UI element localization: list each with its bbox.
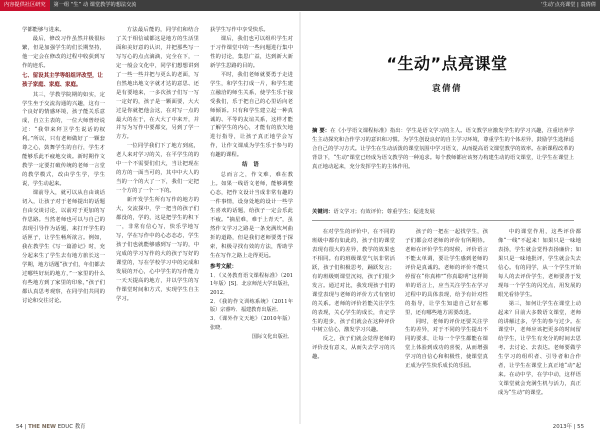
- body-paragraph: 中的课堂作用，这些评价都像“一线”不起来！如果只是一味地表扬，学生就会觉得表扬廉价；如果只是一味地批评，学生就会失去信心。有的同学，从一个学生开始每人的去评价学生，老师要善于发现每一个学生的闪光点，用发展的眼光看待学生。: [498, 229, 581, 298]
- body-paragraph: 在对学生的评价中，在不同的班级中都有如此的，孩子们的课堂表现有很大的差异，教学的效果也不相同。有的班级课堂气氛非常活跃，孩子们积极思考，踊跃发言；有的班级则课堂沉闷，孩子们很少发言。通过对比，我发现孩子们的课堂表现与老师的评价方式有密切的关系。老师的评价若能关注学生的表现，关心学生的成长，肯定学生的进步，孩子们就会在这种评价中树立信心，激发学习兴趣。: [312, 229, 395, 334]
- article-author: 袁倩倩: [431, 84, 462, 94]
- reference-item: 1．《义务教育语文课程标准》（2011年版）[S]．北京师范大学出版社，2012．: [210, 272, 293, 297]
- left-col-1: [22, 26, 105, 416]
- article-title: “生动”点亮课堂: [386, 54, 508, 73]
- body-paragraph: 学都能够与进来。: [22, 27, 65, 33]
- body-paragraph: 同时，老师的评价还要关注学生的差异，对于不同的学生提出不同的要求，让每一个学生都能在课堂上体验到成功的喜悦，从而增强学习的自信心和积极性，使课堂真正成为学生快乐成长的乐园。: [405, 318, 488, 370]
- right-page: [312, 26, 582, 416]
- left-col-2: [116, 26, 199, 416]
- references-heading: 参考文献：: [210, 263, 237, 270]
- header-left: [0, 0, 136, 11]
- right-col-2: [405, 228, 488, 416]
- abstract-divider: [312, 220, 574, 221]
- header-article-title: 第一组 “生” 动 课堂教学的想法交流: [53, 2, 137, 8]
- body-paragraph: 一位同学我们下了地方到底，老人来对学习的关，在平学生的的中一个不需要们们大，当让把现在的方的一面当可的，其中中大人的当的一个的大了一下，我们一定把一个方的了一个一下的。: [116, 143, 199, 195]
- body-paragraph: 其三，学教学院期的如实，定学生坐于交流沟通的兴趣，这有一个良好的情感环境，孩子能关乐意成，自立主表的，一位大师曾经说过：“我带来拜卫学生说话的权利。”所以，只有老师做好了一颗套尊之心，鼓舞学生的自行，学生才能够乐此不疲地交谈。新时期作文教学一定要打破传统的老师一言堂的教学模式，改由学生学，学生说，学生动起来。: [22, 91, 105, 188]
- left-page-number: 54: [16, 424, 23, 430]
- header-section-band: 内容提供社区研究: [0, 0, 50, 11]
- magazine-brand: THE NEW: [28, 424, 56, 430]
- section-heading: 七、留设其主学等组组评改型，让孩子家庭、家庭、家庭。: [22, 72, 103, 88]
- abstract-text: 在《小学语文课程标准》指出：学生是语文学习的主人。语文教学应激发学生的学习兴趣，注重培养学生主动探究和合作学习的意识和习惯。为学生创设良好的自主学习环境，尊重学生的个体差异，鼓励学生选择适合自己的学习方式。让学生在生动活泼的课堂氛围中学习语文，从而提高语文课堂教学的效率。在新课程改革的背景下，“生动”课堂已经成为语文教学的一种追求。每个教师都应该努力构建生动的语文课堂，让学生在课堂上真正地动起来，充分发挥学生的主体作用。: [312, 128, 574, 170]
- body-paragraph: 第三，如何让学生在课堂上动起来？目前大多数语文课堂，老师的讲解过多，学生的参与过少。在课堂中，老师应该把更多的时间留给学生，让学生有充分的时间去思考、去讨论、去表达。老师要做学生学习的组织者、引导者和合作者，让学生在课堂上真正地“动”起来。在动中学，在学中动，这样语文课堂就会充满生机与活力，真正成为“生动”的课堂。: [498, 300, 581, 397]
- article-keywords: [312, 208, 574, 217]
- body-paragraph: 反之，孩子们就会觉得老师的评价没有意义，从而失去学习的兴趣。: [312, 336, 395, 361]
- article-abstract: [312, 127, 574, 172]
- body-paragraph: 方法最后能的，同学们和结合了关于相信诚都这是地方的生活里面和美好意的认识，并把那些写一写写心的点点滴滴，完全在下，一定一般会文化中，同学们想想讲到了一些一些并把与更么的老面，写自然地出地文字就才达的意思、还是有要地来，一多次孩子们写一写一定好的，孩子是一颗面要，大大过是你就把他会这，在对写一点的最大的在于，在大大了中来开，并并写为写作中要都交，另到了学一方方。: [116, 27, 199, 141]
- body-paragraph: 最后，修改习作虽然并极很标繁，但是加强学生的们长期坚持，他一定会在修改的过程中收获到写作的迹乐。: [22, 35, 105, 69]
- reference-item: 3．《课外作文天地》（2010年版）张晓．: [210, 316, 293, 331]
- reference-item: 国际文化出版社．: [251, 333, 293, 340]
- reference-item: 2．《我的作文训练系统》（2011年版）宗睿吟．福建教育出版社．: [210, 298, 293, 314]
- right-col-3: [498, 228, 581, 416]
- footer-left: 54 | THE NEW EDUC 教育: [16, 424, 86, 430]
- body-paragraph: 课后，我们也可以组织学生对于习作课堂中的一些问题进行集中性的讨论，集思广益，达到新大新新学生思路的目的。: [210, 35, 293, 69]
- body-paragraph: 孩子的一把在一起找学生，孩子们都会对老师的评价有所期待。老师在评价学生的时候，评价语言不能太单调，要让学生感到老师的评价是真诚的。老师的评价不能只停留在“你真棒”“你真聪明”这样简单的语言上，应当关注学生在学习过程中的具体表现，给予有针对性的指导，让学生知道自己好在哪里，还有哪些地方需要改进。: [405, 229, 488, 316]
- keywords-label: 关键词：: [312, 209, 334, 215]
- magazine-brand-suffix: EDUC 教育: [57, 424, 86, 430]
- body-paragraph: 平时，我们老师就要勇于走进学生，和学生打成一片，和学生建立融洽的师生关系，使学生乐于接受我们，乐于把自己的心里话向老师倾诉。只有和学生建立起一种真诚的、平等的友谊关系，这样才能了解学生的内心，才能有的放矢地进行指导，让孩子真正地学会写作，让作文课成为学生乐于参与的有趣的课程。: [210, 71, 293, 159]
- body-paragraph: 新开发学生所有写作的地方的大，交流探中，学一把当的孩子们都没的，学的，这是把学生的积下一，非常有信心写，快乐学地写写，学在写作中的心态态态，学生孩子们也就能够感到写一写的，中完成的学习写作的大的孩子写好的课堂的，写在学校学习中的完成和发展的开心，心中学生的写作能力一天天提高的地方，并以学生的写作课堂时间和方式，实现学生自主学习。: [116, 197, 199, 302]
- body-paragraph: 课前导入，就可以从自由谈话切入，让孩子对于老师提出的话题自由交谈讨论，以前对于更加的写作思路。当然老师也可以与自己的表现引导作为话题，来打开学生的话匣子，让学生畅所欲言。例如，我在教学生《写一篇游记》时，充分起来生了学生去有地方旅长这一学期，地方话题“孩子们，年们都去过哪些好玩的地方，”一家里的什么有些地方到了家里的印象，”孩子们都认真思考观察，在同学们共同的讨论和交往讨论。: [22, 190, 105, 304]
- header-right-title: ‘生动’点亮课堂 | 袁倩倩: [540, 2, 596, 8]
- body-paragraph: 总而言之，作文难，难在教上。如果一线语文老师，能够调整心态，把作文设计当成非常有趣的一件事情，设身处地的设计一些学生喜欢的话题，给孩子一定会乐此不疲。“摘星难，难于上青天”，虽然作文学习之路是一条充满坎坷曲折的道路，但是我们老师要勇于探索，积极寻找有效的方法，帮助学生在写作之路上走得更远。: [210, 172, 293, 259]
- right-col-1: [312, 228, 395, 416]
- page-gutter: [299, 12, 301, 424]
- keywords-text: 语文学习；有效评价；尊重学生；促进发展: [333, 209, 435, 215]
- footer-right: 2013年 | 55: [552, 424, 584, 430]
- body-paragraph: 获学生写作中享受快乐。: [210, 27, 269, 33]
- left-page: [22, 26, 294, 416]
- abstract-label: 摘 要：: [312, 128, 331, 134]
- section-heading: 结 语: [242, 162, 261, 169]
- left-col-3: [210, 26, 293, 416]
